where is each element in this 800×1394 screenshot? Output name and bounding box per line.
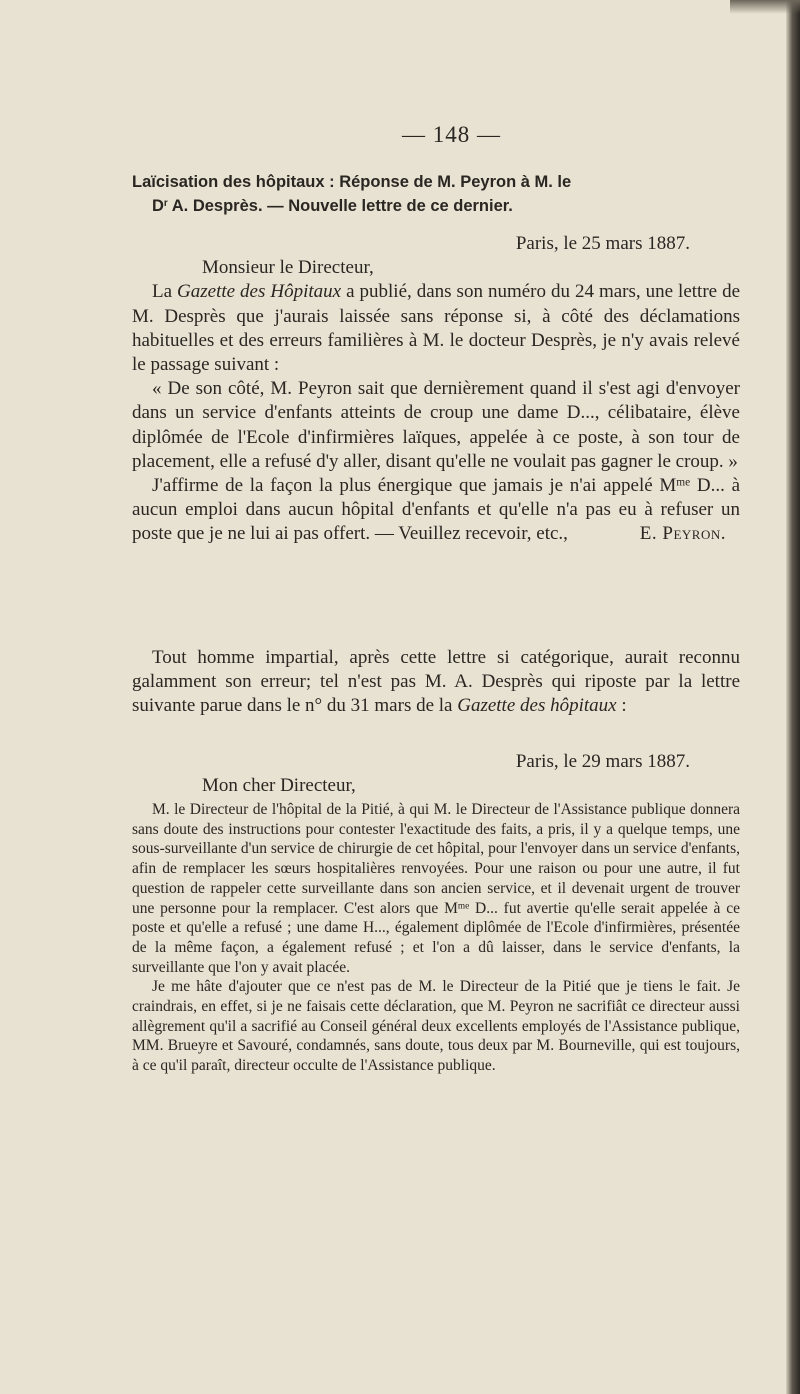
commentary-paragraph: Tout homme impartial, après cette lettre si catégorique, aurait reconnu galamment son erreur; tel n'est pas M. A. Desprès qui riposte par la lettre suivante parue dans le n° du 31 mars de la Gazette des hôpitaux :: [132, 647, 740, 717]
heading-line-2: $D^r$ A. Desprès. — Nouvelle lettre de ce dernier.: [152, 197, 513, 215]
letter-2-paragraph-2: Je me hâte d'ajouter que ce n'est pas de M. le Directeur de la Pitié que je tiens le fait. Je craindrais, en effet, si je ne faisais cette déclaration, que M. Peyron ne sacrifiât ce directeur aussi allègrement qu'il a sacrifié au Conseil général deux excellents employés de l'Assistance publique, MM. Brueyre et Savouré, condamnés, sans doute, tous deux par M. Bourneville, qui est toujours, à ce qu'il paraît, directeur occulte de l'Assistance publique.: [132, 978, 740, 1075]
letter-1-signature: E. Peyron.: [639, 523, 726, 545]
letter-1-quote: « De son côté, M. Peyron sait que dernièrement quand il s'est agi d'envoyer dans un service d'enfants atteints de croup une dame D..., célibataire, élève diplômée de l'Ecole d'infirmières laïques, appelée à ce poste, à son tour de placement, elle a refusé d'y aller, disant qu'elle ne voulait pas gagner le croup. »: [132, 378, 740, 472]
letter-1: [132, 232, 740, 547]
letter-1-paragraph-2: J'affirme de la façon la plus énergique que jamais je n'ai appelé $M^{me}$ D... à aucun emploi dans aucun hôpital d'enfants et qu'elle n'a pas eu à refuser un poste que je ne lui ai pas offert. — Veuillez recevoir, etc.,: [132, 475, 741, 545]
page-corner-shadow: [730, 0, 800, 14]
page-number: — 148 —: [402, 122, 501, 147]
letter-2-salutation: Mon cher Directeur,: [202, 775, 356, 797]
letter-1-paragraph-1: La Gazette des Hôpitaux a publié, dans son numéro du 24 mars, une lettre de M. Desprès que j'aurais laissée sans réponse si, à côté des déclamations habituelles et des erreurs familières à M. le docteur Desprès, je n'y avais relevé le passage suivant :: [132, 281, 740, 376]
letter-2-dateline: Paris, le 29 mars 1887.: [515, 751, 690, 772]
letter-1-dateline: Paris, le 25 mars 1887.: [515, 233, 690, 254]
commentary: [132, 646, 740, 719]
section-heading: [132, 170, 740, 218]
heading-line-1: Laïcisation des hôpitaux : Réponse de M. Peyron à M. le: [132, 173, 572, 191]
letter-2-body: [132, 800, 740, 1076]
publication-title: Gazette des Hôpitaux: [177, 281, 342, 303]
page-edge-shadow: [786, 0, 800, 1394]
letter-1-salutation: Monsieur le Directeur,: [202, 257, 374, 279]
letter-2: [132, 750, 740, 798]
publication-title-2: Gazette des hôpitaux: [457, 695, 617, 717]
letter-2-paragraph-1: M. le Directeur de l'hôpital de la Pitié, à qui M. le Directeur de l'Assistance publique donnera sans doute des instructions pour contester l'exactitude des faits, a pris, il y a quelque temps, une sous-surveillante d'un service de chirurgie de cet hôpital, pour l'envoyer dans un service d'enfants, afin de remplacer les sœurs hospitalières renvoyées. Pour une raison ou pour une autre, il fut question de rappeler cette surveillante dans son ancien service, et il devenait urgent de trouver une personne pour la remplacer. C'est alors que $M^{me}$ D... fut avertie qu'elle serait appelée à ce poste et qu'elle a refusé ; une dame H..., également diplômée de l'Ecole d'infirmières, présentée de la même façon, a également refusé ; et l'on a dû laisser, dans le service d'enfants, la surveillante que l'on y avait placée.: [132, 801, 740, 976]
